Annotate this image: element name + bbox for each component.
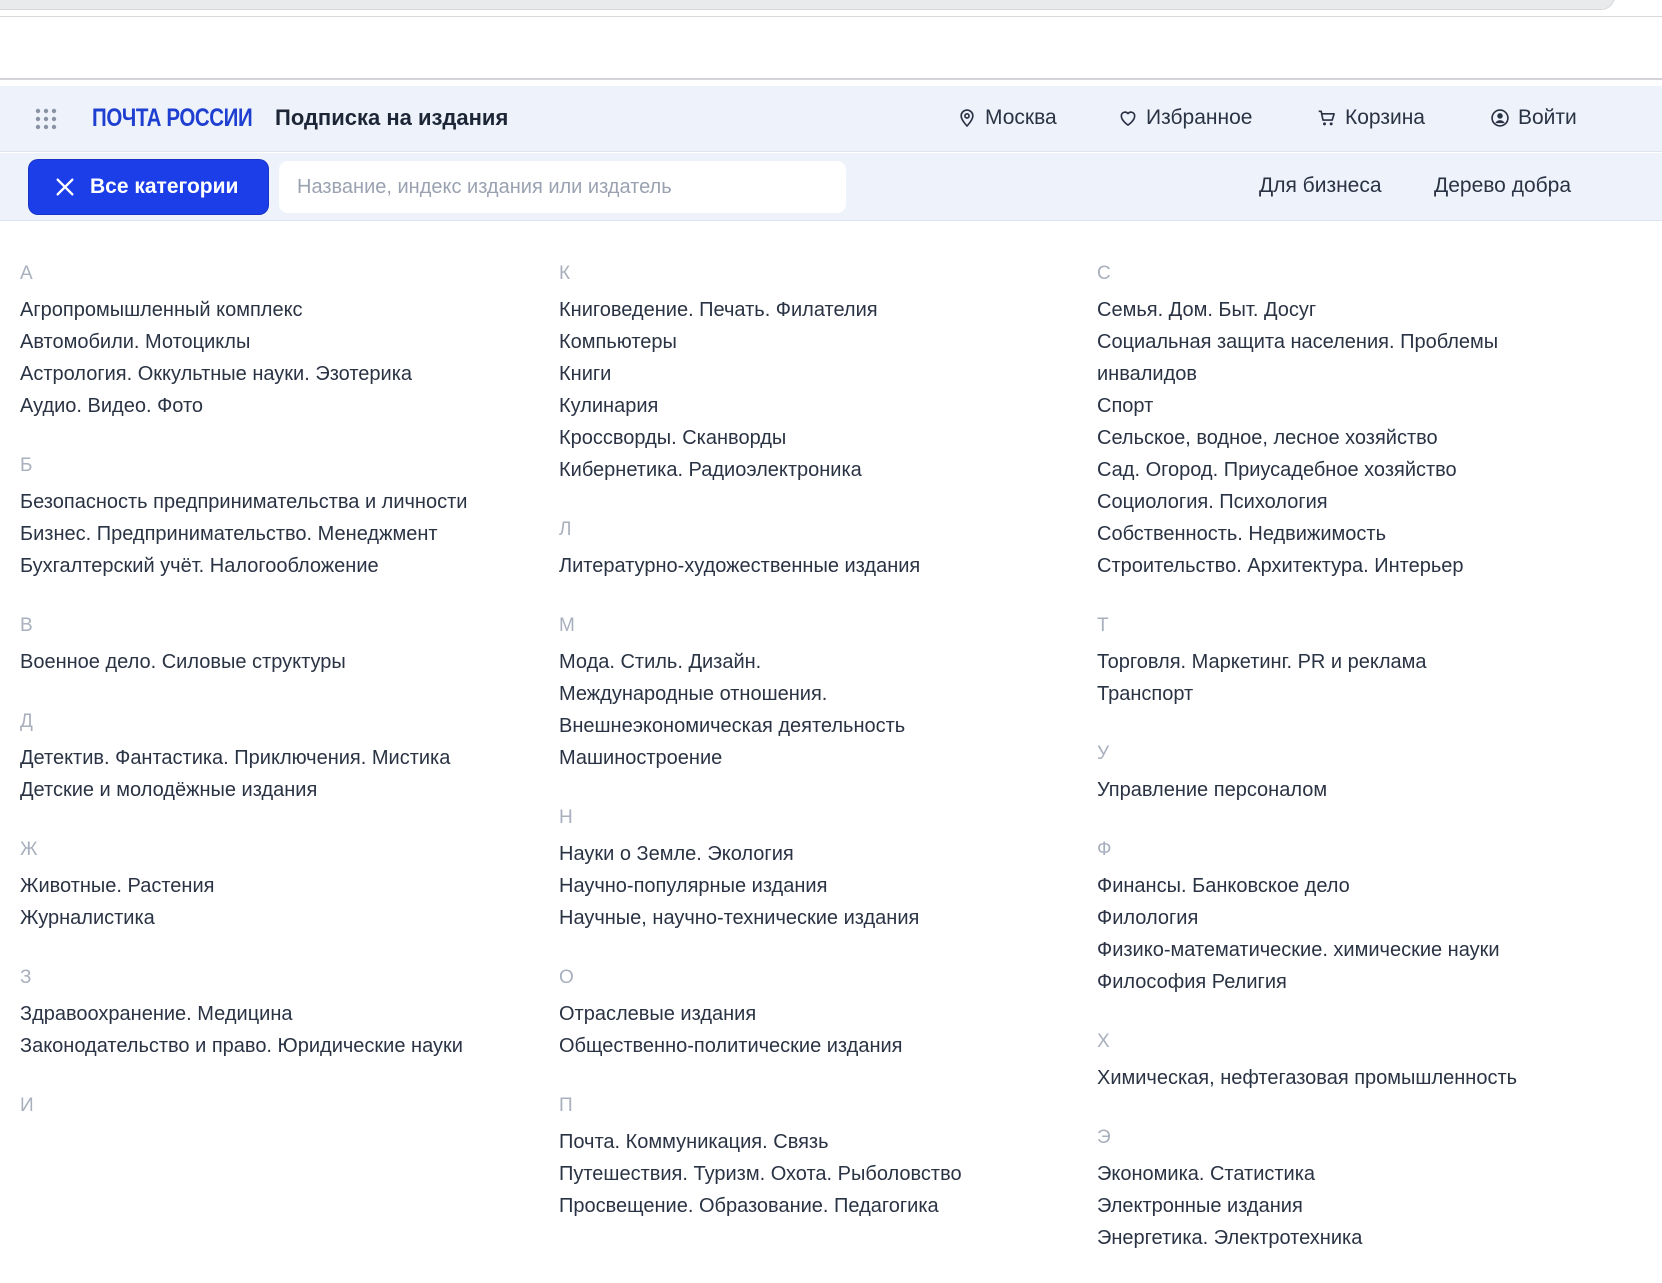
category-link[interactable]: Электронные издания xyxy=(1097,1195,1303,1217)
category-link[interactable]: Строительство. Архитектура. Интерьер xyxy=(1097,555,1464,577)
category-link[interactable]: Законодательство и право. Юридические науки xyxy=(20,1035,463,1057)
category-link[interactable]: Бизнес. Предпринимательство. Менеджмент xyxy=(20,523,438,545)
category-link[interactable]: Кроссворды. Сканворды xyxy=(559,427,787,449)
category-link[interactable]: Научно-популярные издания xyxy=(559,875,828,897)
category-link[interactable]: Науки о Земле. Экология xyxy=(559,843,794,865)
category-link[interactable]: Сад. Огород. Приусадебное хозяйство xyxy=(1097,459,1457,481)
letter-group xyxy=(1097,738,1557,806)
category-link[interactable]: Филология xyxy=(1097,907,1199,929)
russian-post-logo[interactable]: ПОЧТА РОССИИ xyxy=(92,104,253,132)
catalog-column-2 xyxy=(559,258,1019,1250)
category-link[interactable]: Машиностроение xyxy=(559,747,723,769)
category-link[interactable]: Внешнеэкономическая деятельность xyxy=(559,715,906,737)
category-link[interactable]: Бухгалтерский учёт. Налогообложение xyxy=(20,555,379,577)
letter-group xyxy=(1097,1122,1557,1254)
letter-heading: Т xyxy=(1097,615,1109,636)
letter-group xyxy=(559,610,1019,774)
category-link[interactable]: Путешествия. Туризм. Охота. Рыболовство xyxy=(559,1163,962,1185)
letter-group xyxy=(20,610,480,678)
letter-heading: В xyxy=(20,615,33,636)
category-link[interactable]: Агропромышленный комплекс xyxy=(20,299,303,321)
category-link[interactable]: Торговля. Маркетинг. PR и реклама xyxy=(1097,651,1427,673)
letter-group xyxy=(20,834,480,934)
category-link[interactable]: Отраслевые издания xyxy=(559,1003,757,1025)
category-link[interactable]: Транспорт xyxy=(1097,683,1194,705)
letter-heading: У xyxy=(1097,743,1110,764)
category-link[interactable]: Общественно-политические издания xyxy=(559,1035,903,1057)
category-link[interactable]: Социология. Психология xyxy=(1097,491,1328,513)
category-link[interactable]: Кулинария xyxy=(559,395,659,417)
letter-heading: Х xyxy=(1097,1031,1110,1052)
category-link[interactable]: Автомобили. Мотоциклы xyxy=(20,331,251,353)
letter-heading: О xyxy=(559,967,574,988)
letter-heading: Л xyxy=(559,519,572,540)
city-label: Москва xyxy=(985,106,1057,129)
category-link[interactable]: Журналистика xyxy=(20,907,155,929)
category-link[interactable]: Химическая, нефтегазовая промышленность xyxy=(1097,1067,1518,1089)
letter-group xyxy=(559,962,1019,1062)
catalog-column-1 xyxy=(20,258,480,1150)
category-link[interactable]: Литературно-художественные издания xyxy=(559,555,921,577)
category-link[interactable]: Аудио. Видео. Фото xyxy=(20,395,204,417)
all-categories-button[interactable] xyxy=(29,160,268,214)
letter-group xyxy=(20,450,480,582)
site-header xyxy=(0,86,1662,152)
business-link[interactable]: Для бизнеса xyxy=(1259,174,1382,197)
letter-group xyxy=(559,1090,1019,1222)
login-link[interactable] xyxy=(1490,106,1577,130)
letter-group xyxy=(1097,258,1557,582)
category-link[interactable]: Международные отношения. xyxy=(559,683,828,705)
letter-group xyxy=(1097,834,1557,998)
chrome-divider xyxy=(0,16,1662,17)
location-pin-icon xyxy=(957,108,977,128)
service-title: Подписка на издания xyxy=(275,105,509,130)
letter-heading: Ж xyxy=(20,839,38,860)
all-categories-label: Все категории xyxy=(90,175,239,198)
letter-heading: З xyxy=(20,967,32,988)
category-link[interactable]: Научные, научно-технические издания xyxy=(559,907,920,929)
cart-link[interactable] xyxy=(1317,106,1425,130)
category-link[interactable]: Финансы. Банковское дело xyxy=(1097,875,1350,897)
category-link[interactable]: Компьютеры xyxy=(559,331,677,353)
category-link[interactable]: Собственность. Недвижимость xyxy=(1097,523,1386,545)
category-link[interactable]: Семья. Дом. Быт. Досуг xyxy=(1097,299,1317,321)
letter-group xyxy=(20,706,480,806)
letter-group xyxy=(559,802,1019,934)
letter-group xyxy=(20,962,480,1062)
catalog-toolbar xyxy=(0,153,1662,221)
letter-heading: Н xyxy=(559,807,573,828)
category-link[interactable]: Управление персоналом xyxy=(1097,779,1328,801)
kindness-tree-link[interactable]: Дерево добра xyxy=(1434,174,1572,197)
user-circle-icon xyxy=(1490,108,1510,128)
category-link[interactable]: Детские и молодёжные издания xyxy=(20,779,318,801)
category-link[interactable]: Почта. Коммуникация. Связь xyxy=(559,1131,829,1153)
letter-group xyxy=(20,258,480,422)
favorites-label: Избранное xyxy=(1146,106,1253,129)
letter-group xyxy=(1097,1026,1557,1094)
letter-group xyxy=(559,514,1019,582)
category-link[interactable]: Экономика. Статистика xyxy=(1097,1163,1316,1185)
heart-icon xyxy=(1118,108,1138,128)
city-selector[interactable] xyxy=(957,106,1057,130)
category-link[interactable]: Здравоохранение. Медицина xyxy=(20,1003,293,1025)
letter-group xyxy=(1097,610,1557,710)
category-link[interactable]: Кибернетика. Радиоэлектроника xyxy=(559,459,862,481)
search-input[interactable] xyxy=(279,161,846,213)
letter-heading: С xyxy=(1097,263,1111,284)
category-link[interactable]: Энергетика. Электротехника xyxy=(1097,1227,1363,1249)
apps-grid-icon[interactable] xyxy=(34,107,58,131)
favorites-link[interactable] xyxy=(1118,106,1252,130)
category-link[interactable]: Детектив. Фантастика. Приключения. Мистика xyxy=(20,747,451,769)
letter-group xyxy=(559,258,1019,486)
category-link[interactable]: Военное дело. Силовые структуры xyxy=(20,651,346,673)
cart-icon xyxy=(1317,108,1337,128)
letter-group xyxy=(20,1090,480,1122)
chrome-separator xyxy=(0,78,1662,80)
category-link[interactable]: Физико-математические. химические науки xyxy=(1097,939,1500,961)
category-link[interactable]: Сельское, водное, лесное хозяйство xyxy=(1097,427,1438,449)
letter-heading: И xyxy=(20,1095,34,1116)
login-label: Войти xyxy=(1518,106,1577,129)
category-link[interactable]: Просвещение. Образование. Педагогика xyxy=(559,1195,939,1217)
browser-chrome xyxy=(0,0,1662,18)
letter-heading: Ф xyxy=(1097,839,1112,860)
letter-heading: А xyxy=(20,263,33,284)
letter-heading: М xyxy=(559,615,575,636)
category-link[interactable]: Книговедение. Печать. Филателия xyxy=(559,299,878,321)
letter-heading: Э xyxy=(1097,1127,1111,1148)
cart-label: Корзина xyxy=(1345,106,1425,129)
close-icon xyxy=(54,176,76,198)
category-link[interactable]: Астрология. Оккультные науки. Эзотерика xyxy=(20,363,413,385)
category-link[interactable]: Философия Религия xyxy=(1097,971,1287,993)
letter-heading: К xyxy=(559,263,571,284)
catalog-column-3 xyxy=(1097,258,1557,1282)
browser-address-bar xyxy=(0,0,1615,10)
category-link[interactable]: Социальная защита населения. Проблемы инвалидов xyxy=(1097,331,1499,385)
category-link[interactable]: Животные. Растения xyxy=(20,875,215,897)
letter-heading: П xyxy=(559,1095,573,1116)
category-link[interactable]: Безопасность предпринимательства и личности xyxy=(20,491,468,513)
letter-heading: Б xyxy=(20,455,33,476)
category-link[interactable]: Книги xyxy=(559,363,612,385)
category-link[interactable]: Спорт xyxy=(1097,395,1154,417)
category-link[interactable]: Мода. Стиль. Дизайн. xyxy=(559,651,762,673)
letter-heading: Д xyxy=(20,711,33,732)
